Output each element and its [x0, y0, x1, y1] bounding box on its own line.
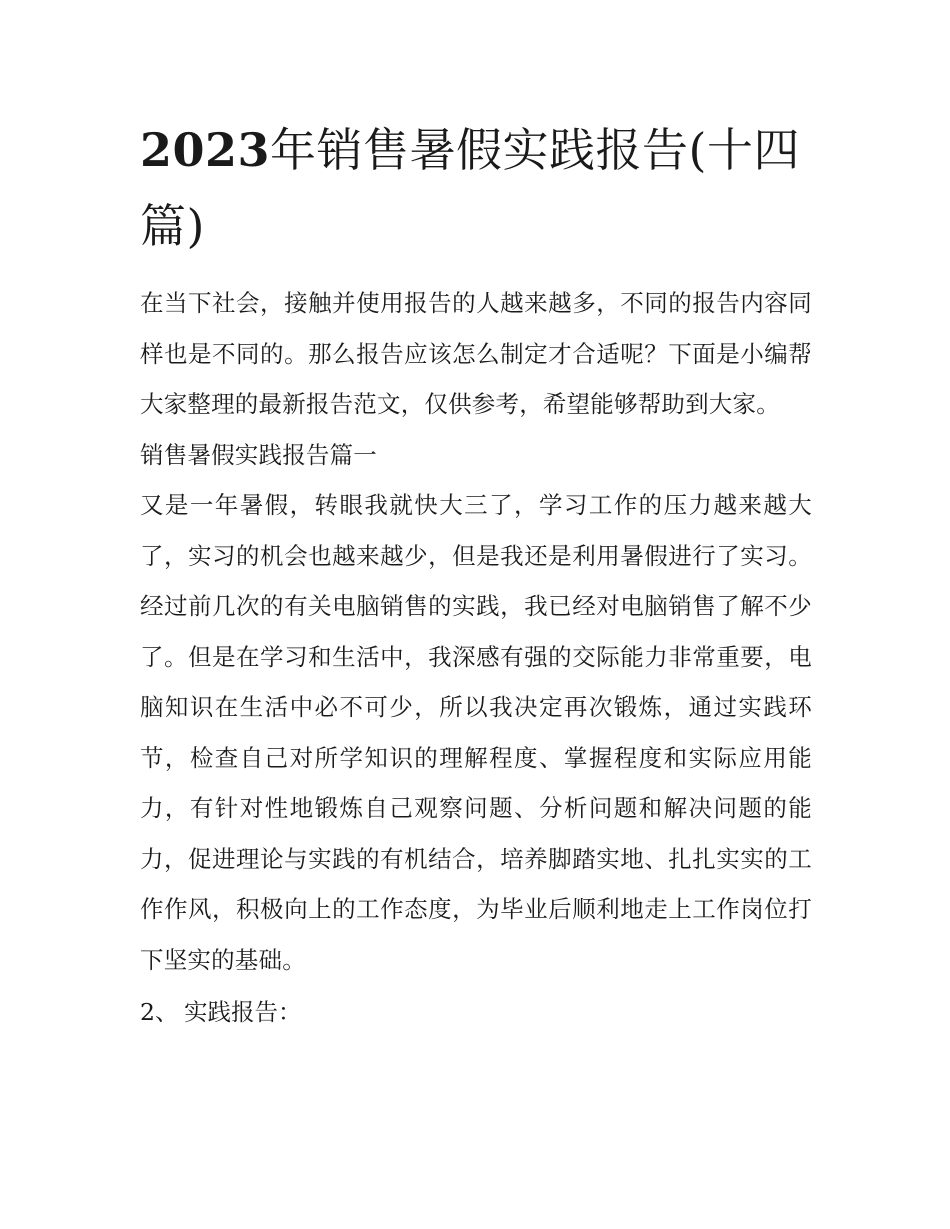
- list-item: [140, 987, 812, 1038]
- title-text: 年销售暑假实践报告(十四篇): [140, 123, 800, 253]
- document-title: [140, 112, 812, 264]
- section-heading: 销售暑假实践报告篇一: [140, 440, 377, 469]
- title-year: 2023: [140, 123, 271, 177]
- intro-paragraph: 在当下社会，接触并使用报告的人越来越多，不同的报告内容同样也是不同的。那么报告应该怎么制定才合适呢？下面是小编帮大家整理的最新报告范文，仅供参考，希望能够帮助到大家。: [140, 289, 812, 418]
- body-paragraph: 又是一年暑假，转眼我就快大三了，学习工作的压力越来越大了，实习的机会也越来越少，但是我还是利用暑假进行了实习。经过前几次的有关电脑销售的实践，我已经对电脑销售了解不少了。但是在学习和生活中，我深感有强的交际能力非常重要，电脑知识在生活中必不可少，所以我决定再次锻炼，通过实践环节，检查自己对所学知识的理解程度、掌握程度和实际应用能力，有针对性地锻炼自己观察问题、分析问题和解决问题的能力，促进理论与实践的有机结合，培养脚踏实地、扎扎实实的工作作风，积极向上的工作态度，为毕业后顺利地走上工作岗位打下坚实的基础。: [140, 491, 812, 974]
- document-page: [140, 112, 812, 1038]
- list-item-number: 2、: [140, 998, 179, 1026]
- list-item-text: 实践报告：: [184, 998, 302, 1026]
